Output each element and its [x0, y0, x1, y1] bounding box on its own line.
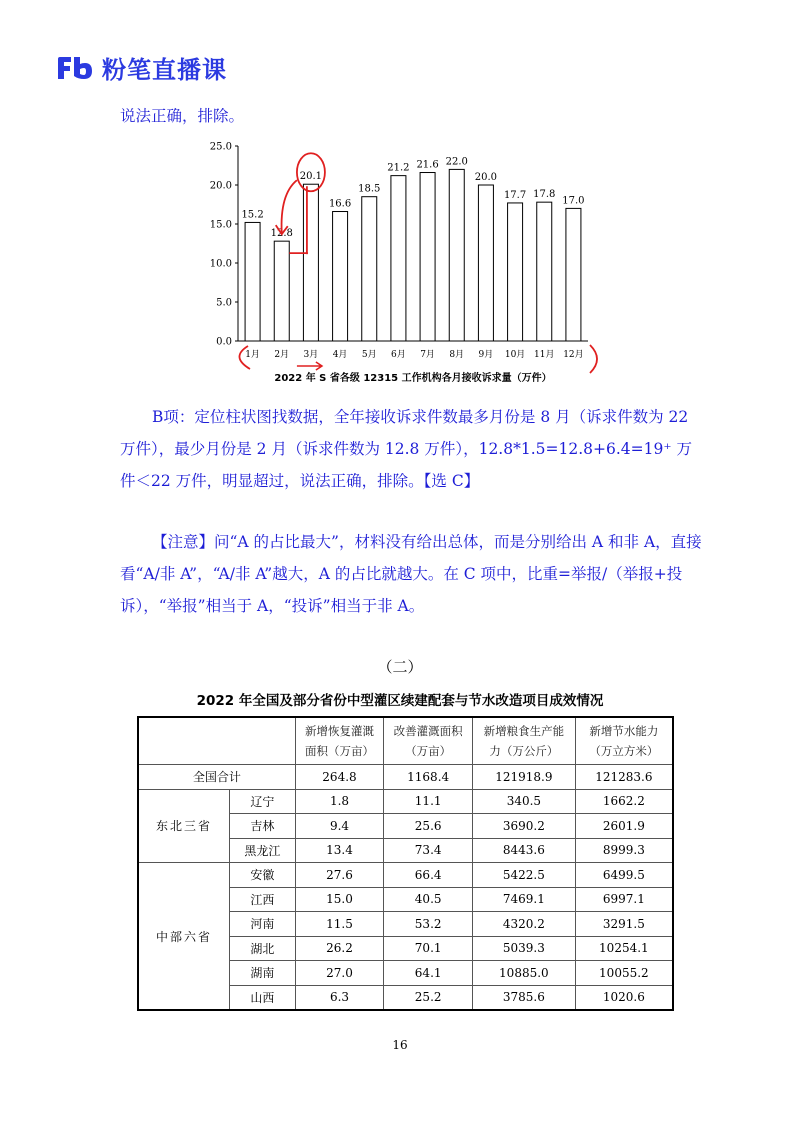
table-title: 2022 年全国及部分省份中型灌区续建配套与节水改造项目成效情况 — [196, 693, 604, 709]
bar — [566, 208, 581, 341]
bar-value-label: 21.2 — [387, 162, 410, 174]
x-tick-label: 8月 — [449, 350, 465, 360]
table-cell: 27.0 — [295, 961, 384, 986]
bar-chart — [200, 140, 610, 394]
table-row-total — [138, 765, 673, 790]
table-cell: 10055.2 — [575, 961, 673, 986]
bar-value-label: 21.6 — [416, 159, 439, 171]
table-header-col-4: 新增节水能力 （万立方米） — [575, 717, 673, 765]
bar-value-label: 16.6 — [328, 198, 352, 210]
table-cell: 3785.6 — [473, 985, 576, 1010]
page-number: 16 — [392, 1038, 408, 1052]
table-cell: 3690.2 — [473, 814, 576, 839]
table-header-col-1: 新增恢复灌溉 面积（万亩） — [295, 717, 384, 765]
bar-value-label: 20.1 — [299, 171, 323, 183]
annotation-small-arrow — [297, 362, 322, 370]
bar — [303, 184, 318, 341]
table-header-col-2: 改善灌溉面积 （万亩） — [384, 717, 473, 765]
table-cell: 5039.3 — [473, 936, 576, 961]
table-cell: 1020.6 — [575, 985, 673, 1010]
table-cell-province: 辽宁 — [230, 789, 296, 814]
table-cell-province: 江西 — [230, 887, 296, 912]
bar — [391, 176, 406, 341]
table-cell: 70.1 — [384, 936, 473, 961]
irrigation-table — [137, 716, 674, 1011]
bar — [420, 173, 435, 341]
table-header-row — [138, 717, 673, 765]
table-cell: 1662.2 — [575, 789, 673, 814]
bar-value-label: 18.5 — [358, 183, 381, 195]
paragraph-conclusion: 说法正确，排除。 — [120, 107, 245, 125]
table-cell: 8443.6 — [473, 838, 576, 863]
table-cell: 1.8 — [295, 789, 384, 814]
table-cell: 4320.2 — [473, 912, 576, 937]
table-cell: 15.0 — [295, 887, 384, 912]
table-cell: 1168.4 — [384, 765, 473, 790]
table-cell: 25.6 — [384, 814, 473, 839]
annotation-right-bracket — [590, 345, 597, 373]
table-cell-province: 山西 — [230, 985, 296, 1010]
bar — [449, 169, 464, 341]
table-cell: 11.1 — [384, 789, 473, 814]
fenbi-logo — [56, 50, 227, 85]
y-tick-label: 0.0 — [216, 336, 232, 348]
bar-chart-svg — [200, 140, 610, 390]
table-cell: 10885.0 — [473, 961, 576, 986]
table-cell: 11.5 — [295, 912, 384, 937]
x-tick-label: 9月 — [478, 350, 494, 360]
table-cell: 73.4 — [384, 838, 473, 863]
bar-value-label: 20.0 — [474, 172, 498, 183]
table-cell-province: 湖北 — [230, 936, 296, 961]
table-cell: 6.3 — [295, 985, 384, 1010]
x-tick-label: 3月 — [303, 350, 319, 360]
table-cell-province: 河南 — [230, 912, 296, 937]
table-group-label: 东北三省 — [138, 789, 230, 863]
annotation-arrow — [282, 180, 297, 233]
x-tick-label: 7月 — [420, 350, 435, 360]
table-row — [138, 789, 673, 814]
bar-value-label: 17.7 — [503, 189, 527, 201]
bar — [478, 185, 493, 341]
bar-value-label: 15.2 — [241, 209, 264, 221]
x-tick-label: 1月 — [245, 350, 260, 360]
table-cell-province: 湖南 — [230, 961, 296, 986]
table-cell: 53.2 — [384, 912, 473, 937]
table-cell: 40.5 — [384, 887, 473, 912]
bar-value-label: 12.8 — [270, 228, 293, 240]
bar — [274, 241, 289, 341]
bar — [362, 197, 377, 341]
table-cell: 26.2 — [295, 936, 384, 961]
x-tick-label: 4月 — [332, 350, 348, 360]
x-tick-label: 6月 — [391, 350, 406, 360]
x-tick-label: 11月 — [534, 350, 555, 360]
y-tick-label: 5.0 — [216, 297, 232, 309]
bar — [508, 203, 523, 341]
x-tick-label: 10月 — [504, 350, 526, 360]
fenbi-fb-logo-icon — [56, 55, 94, 81]
table-cell: 121283.6 — [575, 765, 673, 790]
table-cell: 25.2 — [384, 985, 473, 1010]
chart-title: 2022 年 S 省各级 12315 工作机构各月接收诉求量（万件） — [274, 373, 552, 384]
table-cell: 121918.9 — [473, 765, 576, 790]
logo-text: 粉笔直播课 — [102, 56, 227, 84]
table-cell: 6499.5 — [575, 863, 673, 888]
bar-value-label: 17.0 — [562, 195, 585, 207]
bar — [537, 202, 552, 341]
table-cell: 3291.5 — [575, 912, 673, 937]
y-tick-label: 10.0 — [209, 258, 232, 270]
bar — [245, 222, 260, 341]
y-tick-label: 25.0 — [209, 141, 232, 153]
table-header-corner — [138, 717, 295, 765]
table-cell: 13.4 — [295, 838, 384, 863]
table-group-label: 中部六省 — [138, 863, 230, 1011]
table-cell: 264.8 — [295, 765, 384, 790]
table-row — [138, 863, 673, 888]
x-tick-label: 5月 — [361, 350, 377, 360]
table-cell: 340.5 — [473, 789, 576, 814]
table-cell: 10254.1 — [575, 936, 673, 961]
table-cell: 5422.5 — [473, 863, 576, 888]
table-cell-province: 吉林 — [230, 814, 296, 839]
table-cell: 7469.1 — [473, 887, 576, 912]
paragraph-note: 【注意】问“A 的占比最大”，材料没有给出总体，而是分别给出 A 和非 A，直接看“A/非 A”，“A/非 A”越大，A 的占比就越大。在 C 项中，比重=举报/（举报+投诉），“举报”相当于 A，“投诉”相当于非 A。 — [120, 533, 702, 615]
table-cell-province: 黑龙江 — [230, 838, 296, 863]
y-tick-label: 20.0 — [209, 180, 232, 192]
table-cell-province: 安徽 — [230, 863, 296, 888]
table-cell: 6997.1 — [575, 887, 673, 912]
table-cell: 66.4 — [384, 863, 473, 888]
table-cell: 8999.3 — [575, 838, 673, 863]
bar-value-label: 17.8 — [533, 189, 556, 201]
table-cell: 27.6 — [295, 863, 384, 888]
x-tick-label: 12月 — [563, 350, 584, 360]
section-label: （二） — [377, 658, 423, 676]
y-tick-label: 15.0 — [209, 219, 232, 231]
table-cell: 9.4 — [295, 814, 384, 839]
table-cell-total-label: 全国合计 — [138, 765, 295, 790]
table-cell: 64.1 — [384, 961, 473, 986]
bar — [333, 212, 348, 341]
table-header-col-3: 新增粮食生产能 力（万公斤） — [473, 717, 576, 765]
x-tick-label: 2月 — [274, 350, 290, 360]
bar-value-label: 22.0 — [445, 156, 468, 168]
table-cell: 2601.9 — [575, 814, 673, 839]
paragraph-option-b: B项：定位柱状图找数据，全年接收诉求件数最多月份是 8 月（诉求件数为 22 万件），最少月份是 2 月（诉求件数为 12.8 万件），12.8*1.5=12.8+6.4=19⁺ 万件＜22 万件，明显超过，说法正确，排除。【选 C】 — [120, 408, 692, 490]
